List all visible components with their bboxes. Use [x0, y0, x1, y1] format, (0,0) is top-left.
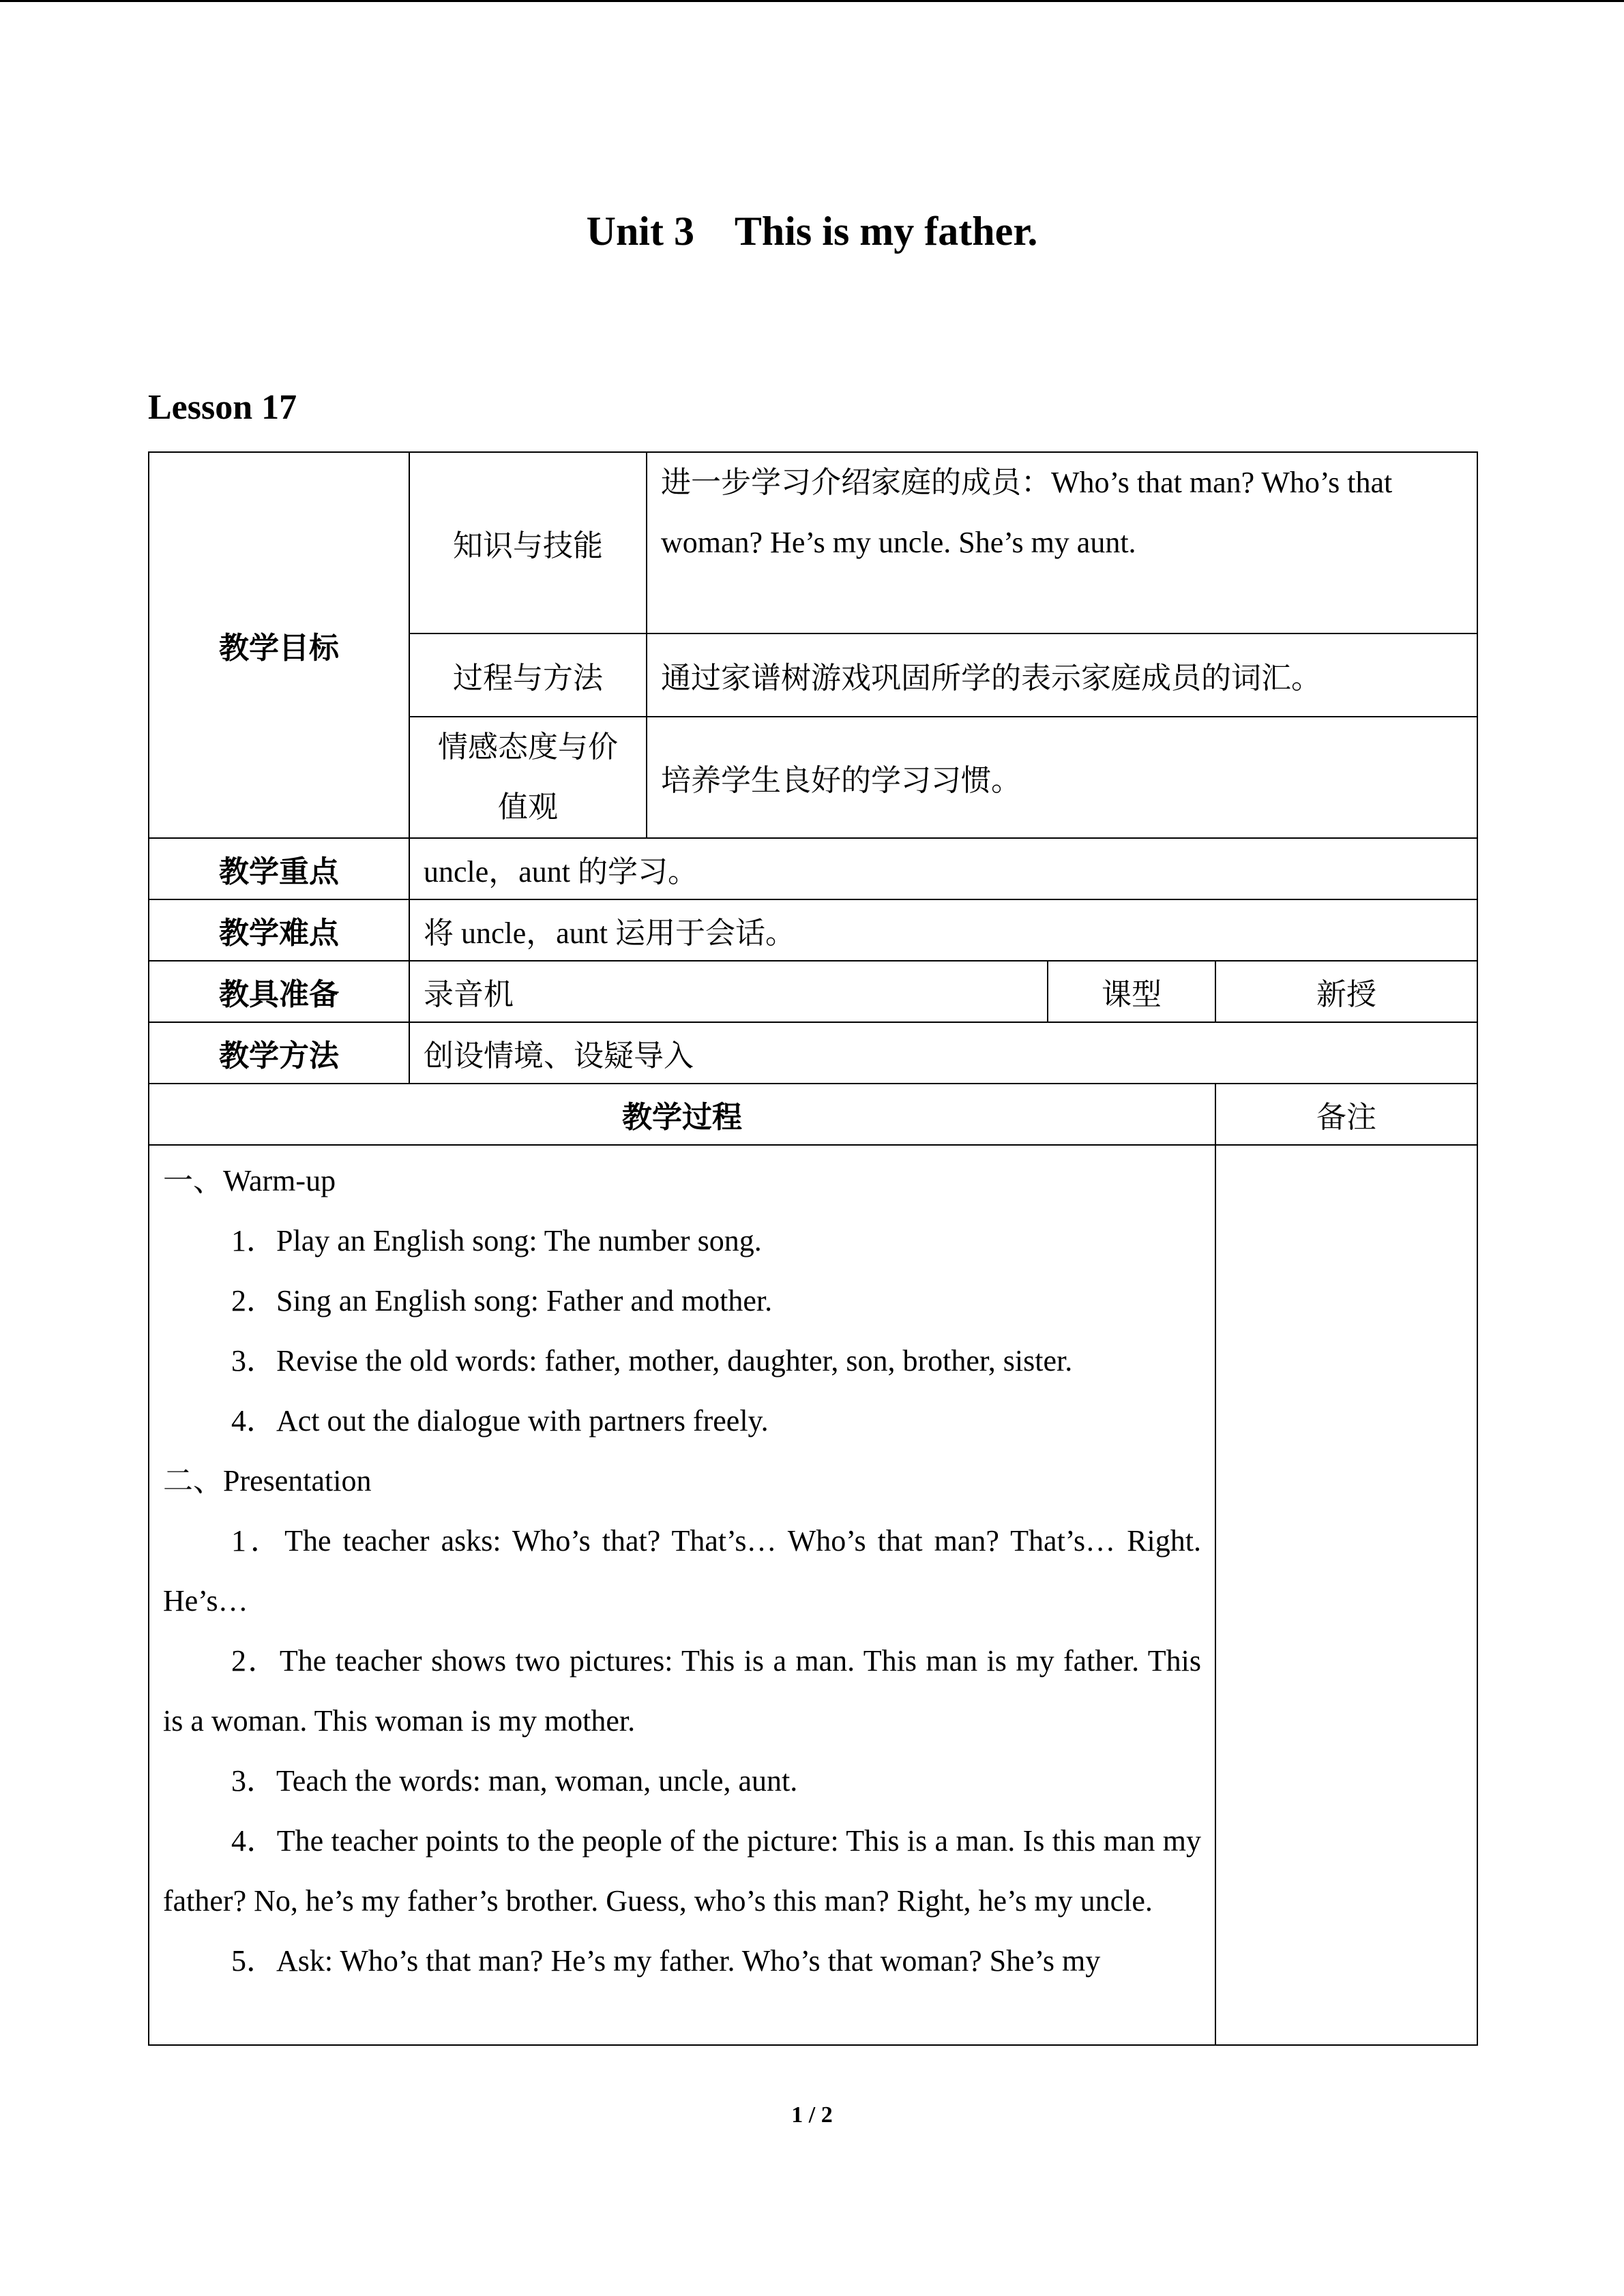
process-content	[149, 1145, 1215, 2045]
process-method-text: 通过家谱树游戏巩固所学的表示家庭成员的词汇。	[647, 633, 1477, 717]
page-title: Unit 3 This is my father.	[586, 209, 1038, 254]
key-point-row	[149, 838, 1477, 899]
objective-row-knowledge	[149, 452, 1477, 633]
process-step: 3．Teach the words: man, woman, uncle, aunt.	[231, 1764, 798, 1798]
tools-label: 教具准备	[149, 961, 409, 1022]
page-number: 1 / 2	[791, 2102, 833, 2128]
process-step: 1．The teacher asks: Who’s that? That’s… Who’s that man? That’s… Right. He’s…	[163, 1524, 1201, 1617]
method-label: 教学方法	[149, 1022, 409, 1084]
process-method-label: 过程与方法	[409, 633, 647, 717]
notes-cell	[1215, 1145, 1477, 2045]
emotion-values-label: 情感态度与价值观	[409, 717, 647, 838]
top-border-line	[0, 0, 1624, 2]
process-step: 3．Revise the old words: father, mother, daughter, son, brother, sister.	[231, 1344, 1073, 1377]
notes-header: 备注	[1215, 1084, 1477, 1145]
process-body-row	[149, 1145, 1477, 2045]
section-heading-presentation: 二、Presentation	[163, 1464, 372, 1497]
lesson-type-label: 课型	[1048, 961, 1215, 1022]
process-step: 4．Act out the dialogue with partners freely.	[231, 1404, 769, 1437]
process-header: 教学过程	[149, 1084, 1215, 1145]
lesson-heading: Lesson 17	[148, 388, 297, 427]
process-step: 2．The teacher shows two pictures: This is a man. This man is my father. This is a woman. This woman is my mother.	[163, 1644, 1201, 1738]
emotion-values-text: 培养学生良好的学习习惯。	[647, 717, 1477, 838]
tools-text: 录音机	[409, 961, 1048, 1022]
tools-row	[149, 961, 1477, 1022]
section-heading-warmup: 一、Warm-up	[163, 1164, 336, 1197]
process-step: 1．Play an English song: The number song.	[231, 1224, 762, 1257]
key-point-text: uncle，aunt 的学习。	[409, 838, 1477, 899]
method-text: 创设情境、设疑导入	[409, 1022, 1477, 1084]
knowledge-text: 进一步学习介绍家庭的成员：Who’s that man? Who’s that woman? He’s my uncle. She’s my aunt.	[647, 452, 1477, 633]
difficulty-label: 教学难点	[149, 899, 409, 961]
process-step: 2．Sing an English song: Father and mother.	[231, 1284, 773, 1317]
process-header-row	[149, 1084, 1477, 1145]
process-step: 5．Ask: Who’s that man? He’s my father. Who’s that woman? She’s my	[231, 1944, 1101, 1978]
difficulty-row	[149, 899, 1477, 961]
objectives-label: 教学目标	[149, 452, 409, 838]
process-step: 4．The teacher points to the people of the picture: This is a man. Is this man my father? No, he’s my father’s brother. Guess, who’s this man? Right, he’s my uncle.	[163, 1824, 1201, 1918]
knowledge-label: 知识与技能	[409, 452, 647, 633]
difficulty-text: 将 uncle，aunt 运用于会话。	[409, 899, 1477, 961]
lesson-plan-table	[148, 451, 1478, 2046]
method-row	[149, 1022, 1477, 1084]
key-point-label: 教学重点	[149, 838, 409, 899]
lesson-type-value: 新授	[1215, 961, 1477, 1022]
